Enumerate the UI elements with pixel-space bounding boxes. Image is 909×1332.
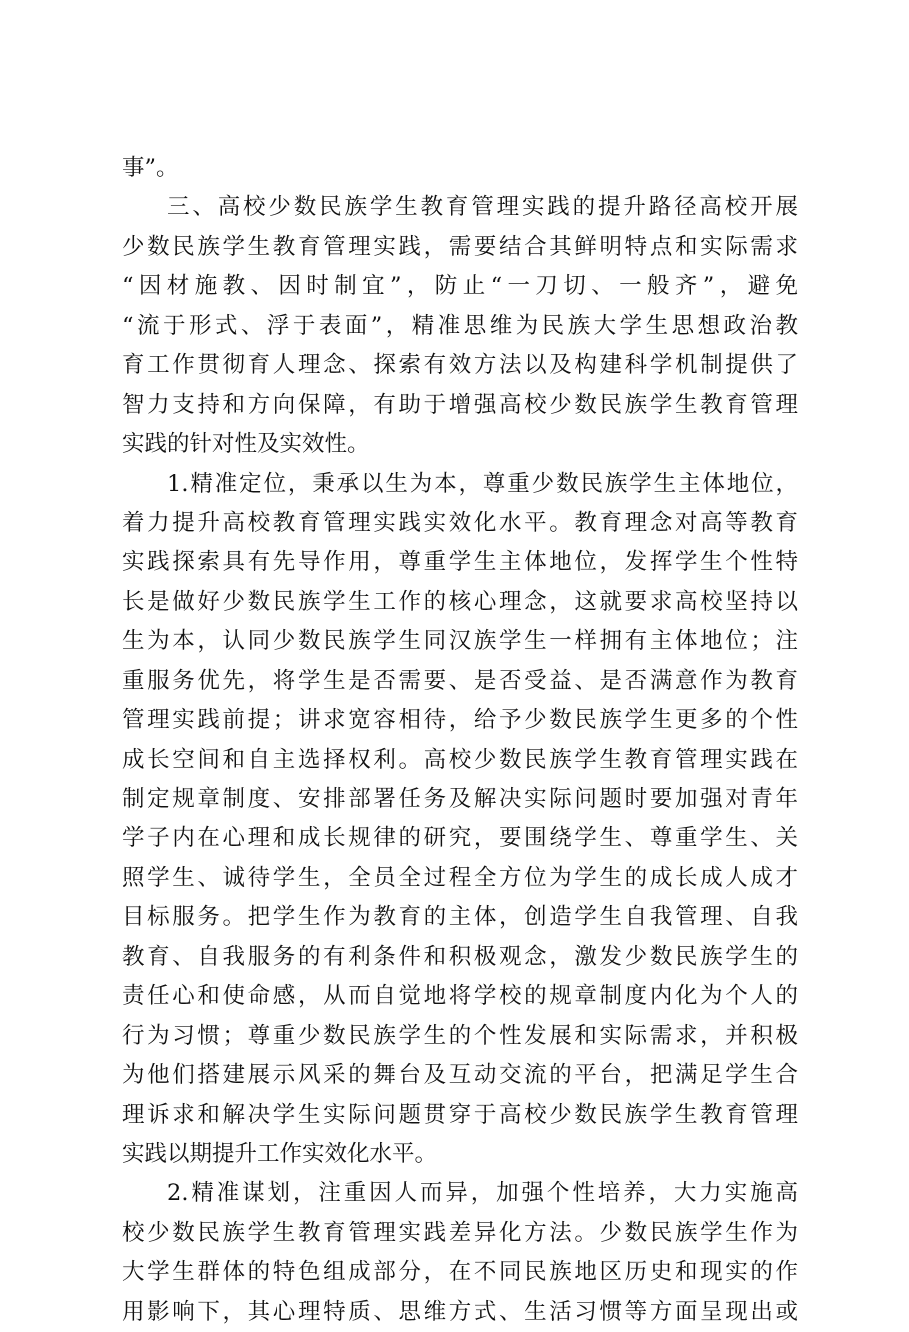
text-line: 理诉求和解决学生实际问题贯穿于高校少数民族学生教育管理	[122, 1101, 798, 1128]
text-line: 着力提升高校教育管理实践实效化水平。教育理念对高等教育	[122, 509, 798, 536]
text-line: 用影响下，其心理特质、思维方式、生活习惯等方面呈现出或	[122, 1298, 798, 1325]
text-line: 育工作贯彻育人理念、探索有效方法以及构建科学机制提供了	[122, 352, 798, 379]
text-line: 智力支持和方向保障，有助于增强高校少数民族学生教育管理	[122, 391, 798, 418]
document-page	[122, 149, 798, 1332]
paragraph-first-line: 2.精准谋划，注重因人而异，加强个性培养，大力实施高	[167, 1180, 798, 1207]
text-line: “因材施教、因时制宜”，防止“一刀切、一般齐”，避免	[122, 273, 798, 300]
text-line: 生为本，认同少数民族学生同汉族学生一样拥有主体地位；注	[122, 628, 798, 655]
text-line: 制定规章制度、安排部署任务及解决实际问题时要加强对青年	[122, 786, 798, 812]
text-line: 目标服务。把学生作为教育的主体，创造学生自我管理、自我	[122, 904, 798, 931]
text-line: 管理实践前提；讲求宽容相待，给予少数民族学生更多的个性	[122, 707, 798, 734]
text-line: 大学生群体的特色组成部分，在不同民族地区历史和现实的作	[122, 1259, 798, 1286]
text-line: 长是做好少数民族学生工作的核心理念，这就要求高校坚持以	[122, 588, 798, 615]
text-line: 学子内在心理和成长规律的研究，要围绕学生、尊重学生、关	[122, 825, 798, 852]
paragraph-first-line: 1.精准定位，秉承以生为本，尊重少数民族学生主体地位，	[167, 470, 798, 497]
text-line: 事”。	[122, 155, 179, 181]
text-line: 少数民族学生教育管理实践，需要结合其鲜明特点和实际需求	[122, 233, 798, 260]
section-heading-line: 三、高校少数民族学生教育管理实践的提升路径高校开展	[167, 194, 798, 221]
text-line: 实践探索具有先导作用，尊重学生主体地位，发挥学生个性特	[122, 549, 798, 576]
text-line: 重服务优先，将学生是否需要、是否受益、是否满意作为教育	[122, 667, 798, 694]
text-line: 行为习惯；尊重少数民族学生的个性发展和实际需求，并积极	[122, 1022, 798, 1049]
text-line: 照学生、诚待学生，全员全过程全方位为学生的成长成人成才	[122, 864, 798, 891]
text-line: 为他们搭建展示风采的舞台及互动交流的平台，把满足学生合	[122, 1062, 798, 1089]
text-line: 责任心和使命感，从而自觉地将学校的规章制度内化为个人的	[122, 983, 798, 1010]
text-line: 教育、自我服务的有利条件和积极观念，激发少数民族学生的	[122, 943, 798, 970]
text-line: 实践以期提升工作实效化水平。	[122, 1140, 438, 1167]
text-line: 成长空间和自主选择权利。高校少数民族学生教育管理实践在	[122, 746, 798, 773]
text-line: 实践的针对性及实效性。	[122, 431, 370, 458]
text-line: 校少数民族学生教育管理实践差异化方法。少数民族学生作为	[122, 1219, 798, 1246]
text-line: “流于形式、浮于表面”，精准思维为民族大学生思想政治教	[122, 312, 798, 339]
